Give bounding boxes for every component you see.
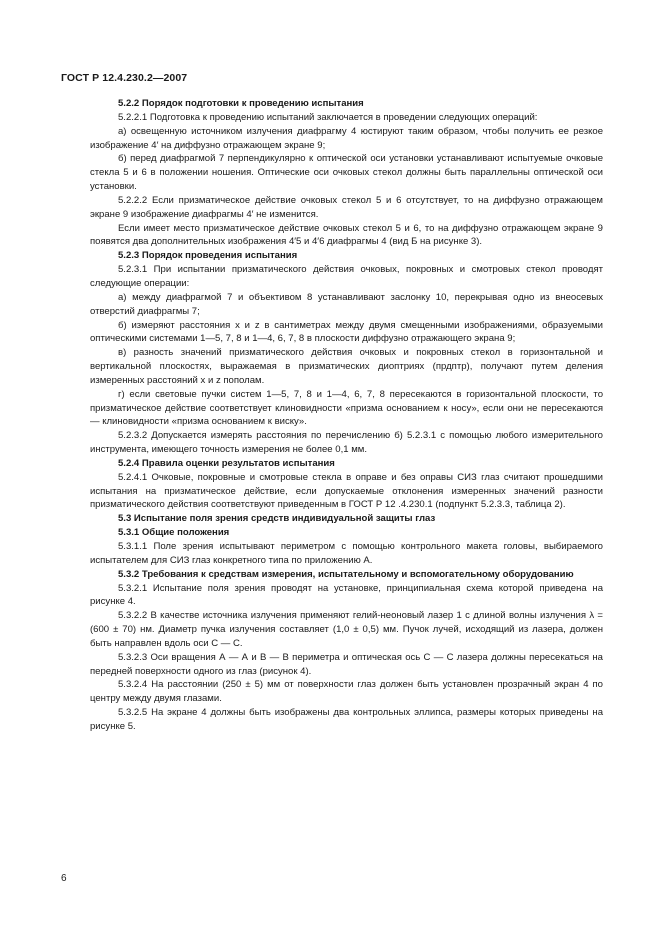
section-heading: 5.3.1 Общие положения — [118, 527, 230, 539]
section-heading: 5.2.3 Порядок проведения испытания — [118, 250, 298, 262]
paragraph: 5.3.2.3 Оси вращения А — А и В — В периметра и оптическая ось С — С лазера должны пересекаться на передней поверхности одного из глаз (рисунок 4). — [90, 651, 603, 677]
paragraph: в) разность значений призматического действия очковых и покровных стекол в горизонтальной и вертикальной плоскостях, выражаемая в призматических диоптриях (прдптр), получают путем деления измеренных расстояний x и z пополам. — [90, 347, 603, 386]
paragraph: 5.2.4.1 Очковые, покровные и смотровые стекла в оправе и без оправы СИЗ глаз считают прошедшими испытания на призматическое действие, если допускаемые отклонения измеренных значений разности призматического действия соответствуют приведенным в ГОСТ Р 12 .4.230.1 (подпункт 5.2.3.3, таблица 2). — [90, 471, 603, 511]
paragraph: 5.3.2.2 В качестве источника излучения применяют гелий-неоновый лазер 1 с длиной волны излучения λ = (600 ± 70) нм. Диаметр пучка излучения составляет (1,0 ± 0,5) мм. Пучок лучей, исходящий из лазера, должен быть направлен вдоль оси С — С. — [90, 610, 603, 649]
paragraph: 5.3.2.4 На расстоянии (250 ± 5) мм от поверхности глаз должен быть установлен прозрачный экран 4 по центру между двумя глазами. — [90, 679, 603, 705]
paragraph: б) перед диафрагмой 7 перпендикулярно к оптической оси установки устанавливают испытуемые очковые стекла 5 и 6 в положении ношения. Оптические оси очковых стекол должны быть параллельны оптической оси установки. — [90, 153, 603, 193]
section-heading: 5.2.4 Правила оценки результатов испытания — [118, 457, 335, 469]
paragraph: 5.2.3.1 При испытании призматического действия очковых, покровных и смотровых стекол проводят следующие операции: — [90, 264, 603, 289]
paragraph: а) между диафрагмой 7 и объективом 8 устанавливают заслонку 10, перекрывая одно из внеосевых отверстий диафрагмы 7; — [90, 291, 603, 317]
paragraph: 5.3.2.5 На экране 4 должны быть изображены два контрольных эллипса, размеры которых приведены на рисунке 5. — [90, 707, 603, 732]
page-number: 6 — [61, 873, 67, 884]
section-heading: 5.2.2 Порядок подготовки к проведению испытания — [118, 98, 364, 109]
document-body — [90, 97, 603, 734]
paragraph: Если имеет место призматическое действие очковых стекол 5 и 6, то на диффузно отражающем экране 9 появятся два дополнительных изображения 4′5 и 4′6 диафрагмы 4 (вид Б на рисунке 3). — [90, 222, 603, 248]
paragraph: 5.2.2.1 Подготовка к проведению испытаний заключается в проведении следующих операций: — [118, 111, 538, 123]
paragraph: 5.2.2.2 Если призматическое действие очковых стекол 5 и 6 отсутствует, то на диффузно отражающем экране 9 изображение диафрагмы 4′ не изменится. — [90, 194, 603, 220]
paragraph: б) измеряют расстояния x и z в сантиметрах между двумя смещенными изображениями, образуемыми оптическими системами 1—5, 7, 8 и 1—4, 6, 7, 8 в плоскости диффузно отражающего экрана 9; — [90, 319, 603, 345]
paragraph: 5.3.2.1 Испытание поля зрения проводят на установке, принципиальная схема которой приведена на рисунке 4. — [90, 582, 603, 608]
document-code-header: ГОСТ Р 12.4.230.2—2007 — [61, 72, 188, 84]
paragraph: а) освещенную источником излучения диафрагму 4 юстируют таким образом, чтобы получить ее резкое изображение 4′ на диффузно отражающем экране 9; — [90, 125, 603, 151]
paragraph: 5.3.1.1 Поле зрения испытывают периметром с помощью контрольного макета головы, выбираемого испытателем для СИЗ глаз конкретного типа по приложению А. — [90, 541, 603, 566]
paragraph: г) если световые пучки систем 1—5, 7, 8 и 1—4, 6, 7, 8 пересекаются в горизонтальной плоскости, то призматическое действие соответствует клиновидности «призма основанием к носу», если они не пересекаются — клиновидности «призма основанием к виску». — [90, 388, 603, 428]
paragraph: 5.2.3.2 Допускается измерять расстояния по перечислению б) 5.2.3.1 с помощью любого измерительного инструмента, имеющего точность измерения не более 0,1 мм. — [90, 430, 603, 456]
section-heading: 5.3.2 Требования к средствам измерения, испытательному и вспомогательному оборудованию — [118, 568, 574, 580]
section-heading: 5.3 Испытание поля зрения средств индивидуальной защиты глаз — [118, 513, 436, 525]
